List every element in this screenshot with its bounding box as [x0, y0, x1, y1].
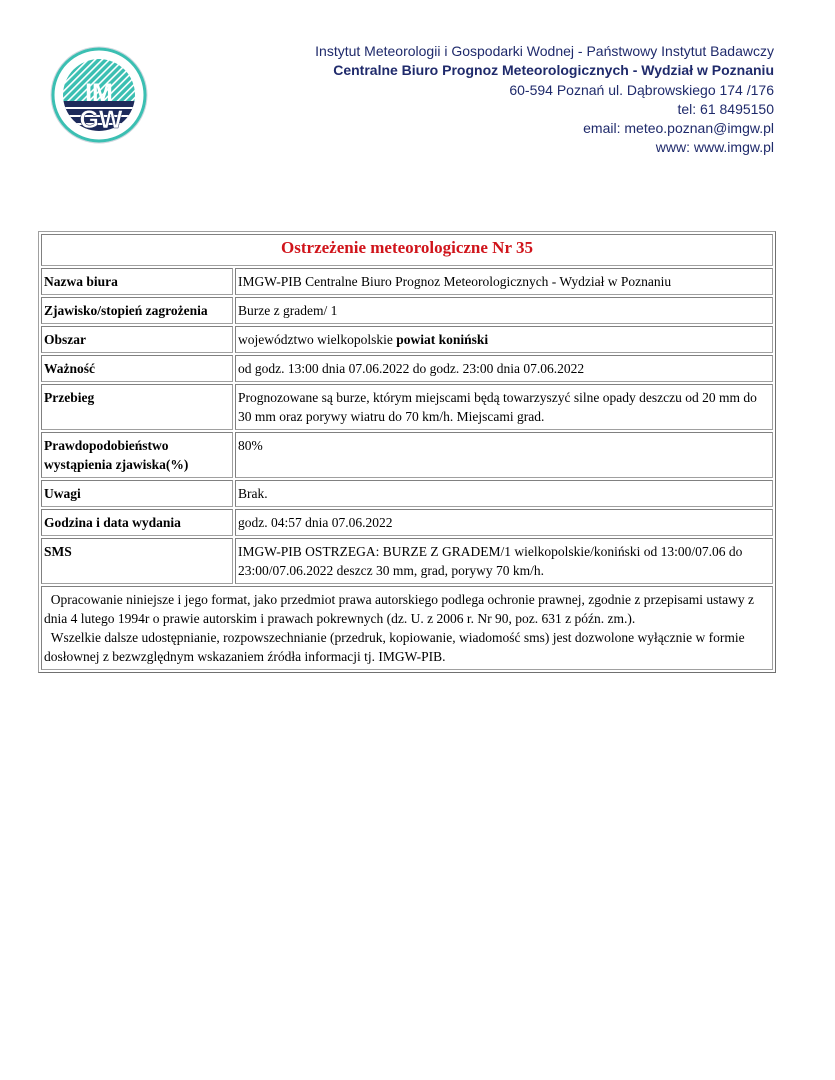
- institution-header: [315, 42, 774, 158]
- table-row: [41, 432, 773, 478]
- table-row: [41, 538, 773, 584]
- row-value-area: [235, 326, 773, 353]
- email-link[interactable]: email: meteo.poznan@imgw.pl: [583, 120, 774, 137]
- table-row: [41, 509, 773, 536]
- address: 60-594 Poznań ul. Dąbrowskiego 174 /176: [509, 81, 774, 98]
- row-value-remarks: Brak.: [235, 480, 773, 507]
- area-region: województwo wielkopolskie: [238, 332, 397, 347]
- table-row: [41, 268, 773, 295]
- row-value-sms: IMGW-PIB OSTRZEGA: BURZE Z GRADEM/1 wielkopolskie/koniński od 13:00/07.06 do 23:00/07.06.2022 deszcz 30 mm, grad, porywy 70 km/h.: [235, 538, 773, 584]
- table-row: [41, 326, 773, 353]
- row-label-remarks: Uwagi: [41, 480, 233, 507]
- table-row: [41, 297, 773, 324]
- imgw-logo-icon: [38, 45, 160, 145]
- phone: tel: 61 8495150: [677, 100, 774, 117]
- institute-name: Instytut Meteorologii i Gospodarki Wodnej - Państwowy Instytut Badawczy: [315, 43, 774, 59]
- row-label-sms: SMS: [41, 538, 233, 584]
- row-label-issued: Godzina i data wydania: [41, 509, 233, 536]
- copyright-line-2: Wszelkie dalsze udostępnianie, rozpowszechnianie (przedruk, kopiowanie, wiadomość sms) jest dozwolone wyłącznie w formie dosłownej z bezwzględnym wskazaniem źródła informacji tj. IMGW-PIB.: [44, 630, 745, 664]
- row-value-phenomenon: Burze z gradem/ 1: [235, 297, 773, 324]
- table-row: [41, 355, 773, 382]
- department-name: Centralne Biuro Prognoz Meteorologicznych - Wydział w Poznaniu: [333, 62, 774, 79]
- imgw-logo: [38, 45, 160, 145]
- row-value-course: Prognozowane są burze, którym miejscami będą towarzyszyć silne opady deszczu od 20 mm do 30 mm oraz porywy wiatru do 70 km/h. Miejscami grad.: [235, 384, 773, 430]
- copyright-notice: [41, 586, 773, 670]
- row-label-area: Obszar: [41, 326, 233, 353]
- row-label-validity: Ważność: [41, 355, 233, 382]
- table-row: [41, 480, 773, 507]
- row-label-probability: Prawdopodobieństwo wystąpienia zjawiska(%): [41, 432, 233, 478]
- warning-title: Ostrzeżenie meteorologiczne Nr 35: [41, 234, 773, 266]
- row-label-course: Przebieg: [41, 384, 233, 430]
- logo-text-im: IM: [85, 79, 113, 107]
- row-label-phenomenon: Zjawisko/stopień zagrożenia: [41, 297, 233, 324]
- row-value-validity: od godz. 13:00 dnia 07.06.2022 do godz. 23:00 dnia 07.06.2022: [235, 355, 773, 382]
- website-link[interactable]: www: www.imgw.pl: [655, 139, 774, 156]
- area-county: powiat koniński: [396, 332, 489, 347]
- row-value-issued: godz. 04:57 dnia 07.06.2022: [235, 509, 773, 536]
- table-row: [41, 384, 773, 430]
- warning-table: [38, 231, 776, 673]
- logo-text-gw: GW: [79, 106, 123, 134]
- row-value-office: IMGW-PIB Centralne Biuro Prognoz Meteorologicznych - Wydział w Poznaniu: [235, 268, 773, 295]
- row-value-probability: 80%: [235, 432, 773, 478]
- copyright-line-1: Opracowanie niniejsze i jego format, jako przedmiot prawa autorskiego podlega ochronie prawnej, zgodnie z przepisami ustawy z dnia 4 lutego 1994r o prawie autorskim i prawach pokrewnych (dz. U. z 2006 r. Nr 90, poz. 631 z późn. zm.).: [44, 592, 754, 626]
- row-label-office: Nazwa biura: [41, 268, 233, 295]
